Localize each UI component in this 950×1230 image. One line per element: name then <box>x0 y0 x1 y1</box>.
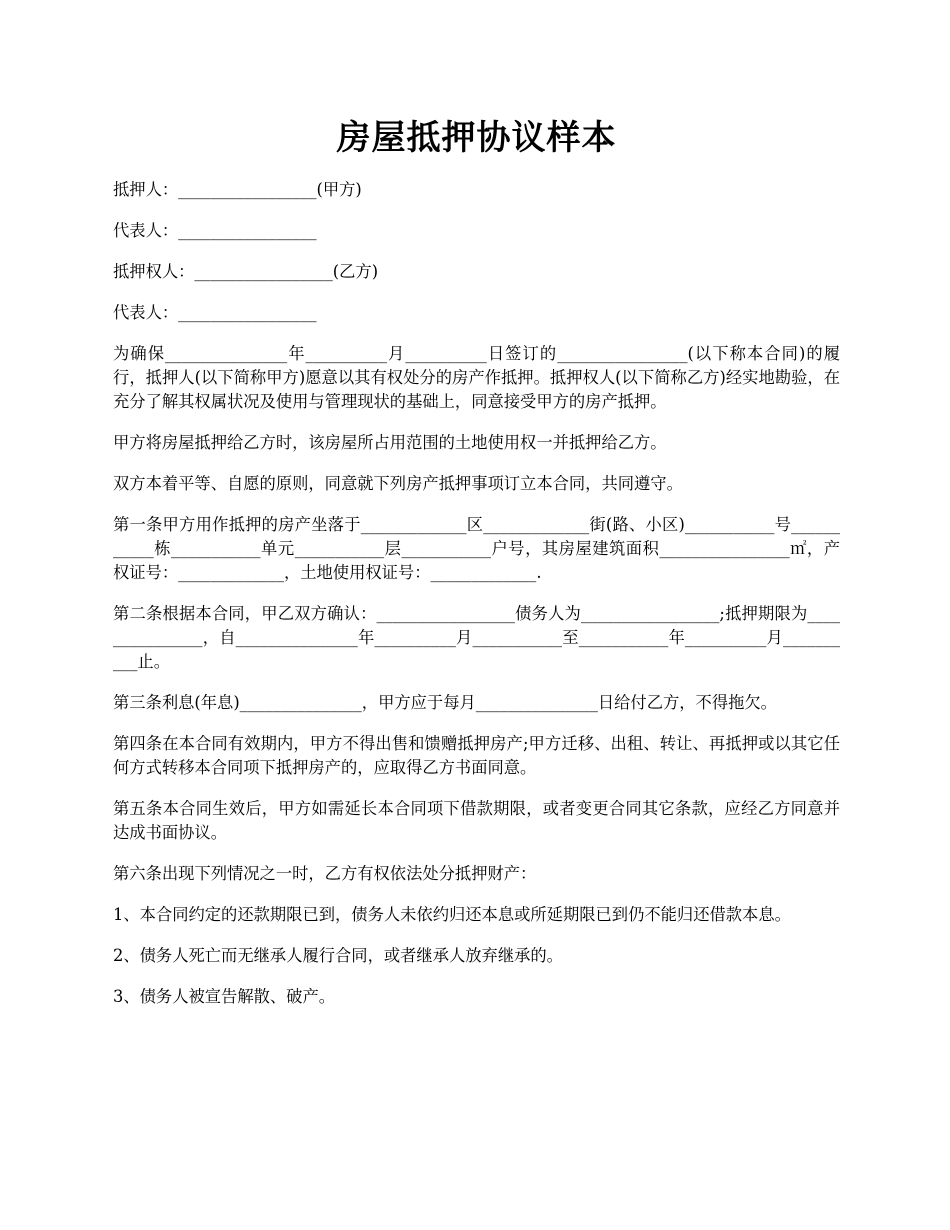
mortgagee-representative-line: 代表人：_________________ <box>113 303 317 322</box>
document-page <box>113 0 840 1230</box>
document-body <box>113 178 840 1026</box>
article-6-item-2: 2、债务人死亡而无继承人履行合同，或者继承人放弃继承的。 <box>113 946 563 965</box>
article-4: 第四条在本合同有效期内，甲方不得出售和馈赠抵押房产;甲方迁移、出租、转让、再抵押或以其它任何方式转移本合同项下抵押房产的，应取得乙方书面同意。 <box>113 734 840 777</box>
mortgagor-representative-line: 代表人：_________________ <box>113 221 317 240</box>
preamble-paragraph: 为确保_______________年__________月__________日签订的________________(以下称本合同)的履行，抵押人(以下简称甲方)愿意以其有权处分的房产作抵押。抵押权人(以下简称乙方)经实地勘验，在充分了解其权属状况及使用与管理现状的基础上，同意接受甲方的房产抵押。 <box>113 344 840 411</box>
article-6-item-3: 3、债务人被宣告解散、破产。 <box>113 987 336 1006</box>
article-5: 第五条本合同生效后，甲方如需延长本合同项下借款期限，或者变更合同其它条款，应经乙方同意并达成书面协议。 <box>113 799 840 842</box>
mortgagor-line: 抵押人：_________________(甲方) <box>113 180 362 199</box>
land-use-paragraph: 甲方将房屋抵押给乙方时，该房屋所占用范围的土地使用权一并抵押给乙方。 <box>113 433 667 452</box>
mortgagee-line: 抵押权人：_________________(乙方) <box>113 262 379 281</box>
principle-paragraph: 双方本着平等、自愿的原则，同意就下列房产抵押事项订立本合同，共同遵守。 <box>113 474 683 493</box>
article-2: 第二条根据本合同，甲乙双方确认：_________________债务人为_________________;抵押期限为_______________，自_______________年__________月___________至___________年__________月__________止。 <box>113 604 840 671</box>
article-6: 第六条出现下列情况之一时，乙方有权依法处分抵押财产： <box>113 864 537 883</box>
document-title: 房屋抵押协议样本 <box>336 118 617 158</box>
article-1: 第一条甲方用作抵押的房产坐落于_____________区_____________街(路、小区)___________号___________栋___________单元___________层___________户号，其房屋建筑面积________________㎡，产权证号：_____________，土地使用权证号：_____________. <box>113 515 840 582</box>
article-6-item-1: 1、本合同约定的还款期限已到，债务人未依约归还本息或所延期限已到仍不能归还借款本息。 <box>113 905 791 924</box>
article-3: 第三条利息(年息)_______________，甲方应于每月_______________日给付乙方，不得拖欠。 <box>113 693 777 712</box>
